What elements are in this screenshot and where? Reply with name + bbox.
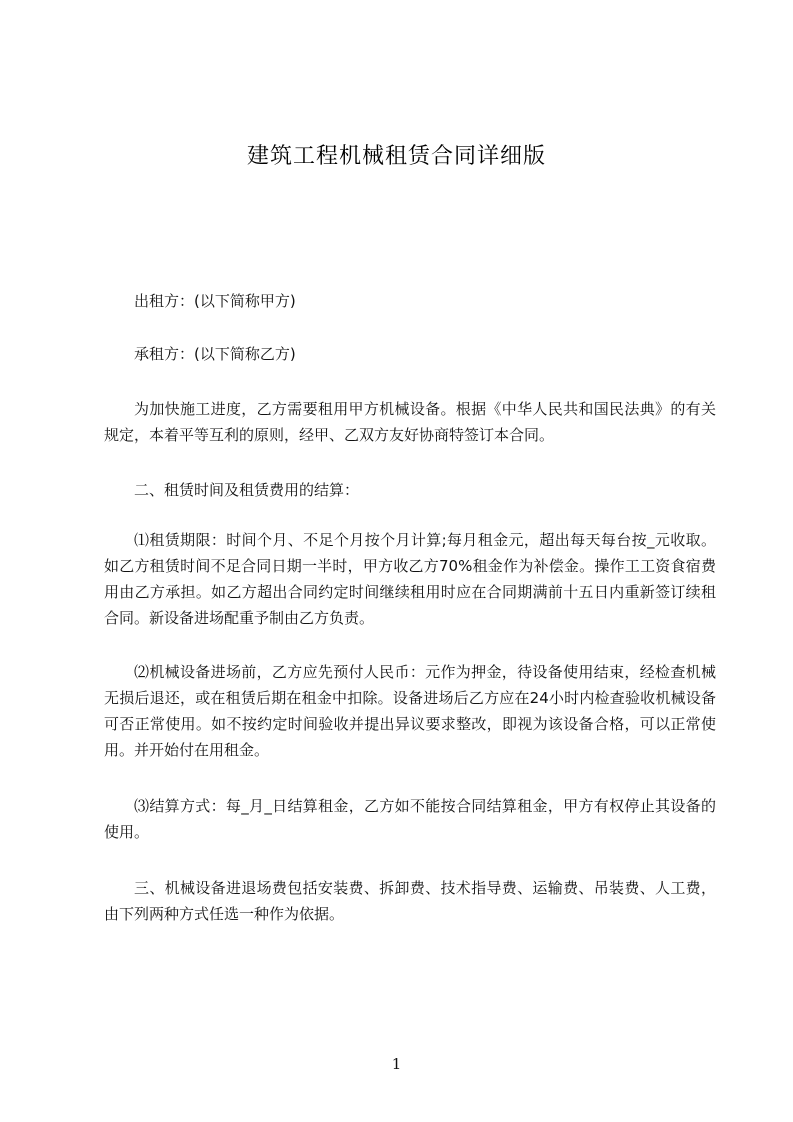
page-number: 1 bbox=[391, 1055, 402, 1073]
clause-settlement: ⑶结算方式：每_月_日结算租金，乙方如不能按合同结算租金，甲方有权停止其设备的使用。 bbox=[104, 797, 716, 841]
lessor-line: 出租方：(以下简称甲方) bbox=[134, 292, 296, 310]
lessee-line: 承租方：(以下简称乙方) bbox=[134, 345, 296, 363]
section-three-paragraph: 三、机械设备进退场费包括安装费、拆卸费、技术指导费、运输费、吊装费、人工费，由下列两种方式任选一种作为依据。 bbox=[104, 879, 716, 923]
section-two-heading: 二、租赁时间及租赁费用的结算： bbox=[134, 481, 360, 499]
clause-lease-term: ⑴租赁期限：时间个月、不足个月按个月计算;每月租金元，超出每天每台按_元收取。如乙方租赁时间不足合同日期一半时，甲方收乙方70%租金作为补偿金。操作工工资食宿费用由乙方承担。如乙方超出合同约定时间继续租用时应在合同期满前十五日内重新签订续租合同。新设备进场配重予制由乙方负责。 bbox=[104, 531, 716, 627]
document-title: 建筑工程机械租赁合同详细版 bbox=[246, 144, 546, 169]
preamble-paragraph: 为加快施工进度，乙方需要租用甲方机械设备。根据《中华人民共和国民法典》的有关规定，本着平等互利的原则，经甲、乙双方友好协商特签订本合同。 bbox=[104, 400, 716, 444]
clause-deposit: ⑵机械设备进场前，乙方应先预付人民币：元作为押金，待设备使用结束，经检查机械无损后退还，或在租赁后期在租金中扣除。设备进场后乙方应在24小时内检查验收机械设备可否正常使用。如不按约定时间验收并提出异议要求整改，即视为该设备合格，可以正常使用。并开始付在用租金。 bbox=[104, 663, 716, 759]
